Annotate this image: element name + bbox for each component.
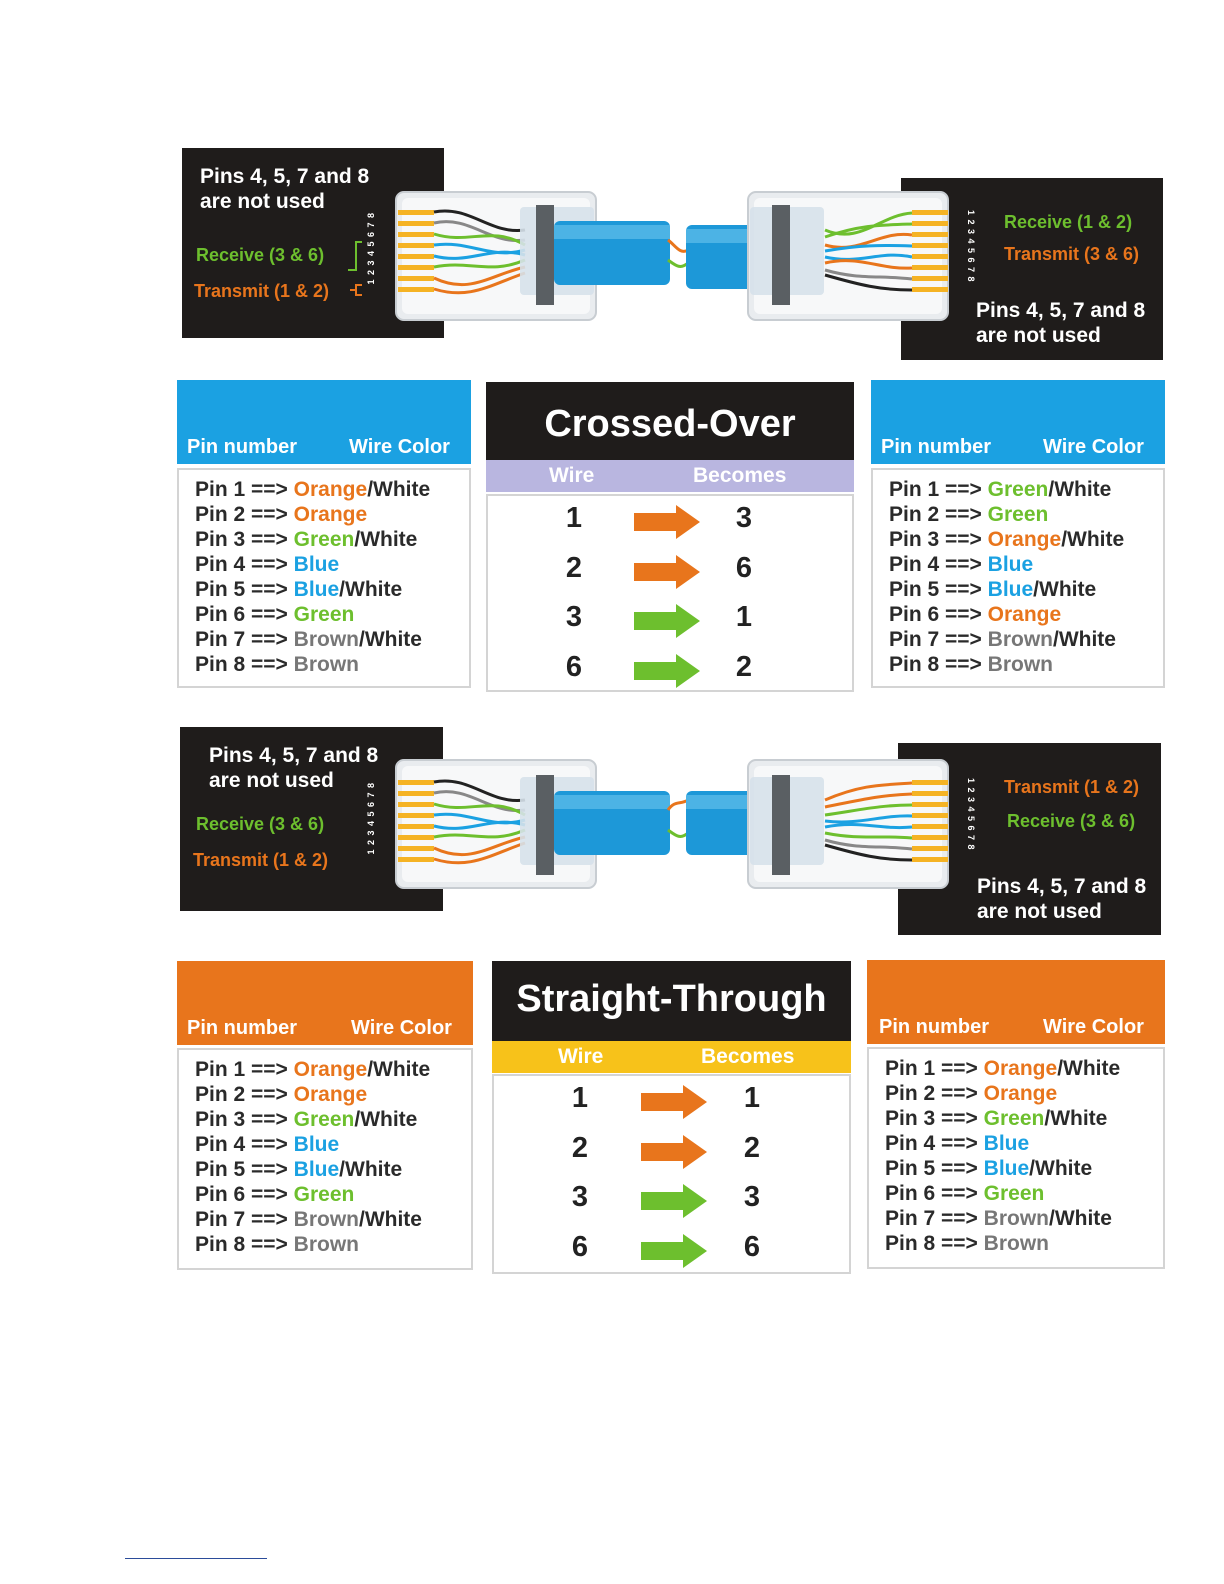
pin-label: Pin 1 ==> xyxy=(195,478,294,501)
wire-color-name: Brown xyxy=(293,1233,359,1256)
column-header-wire: Wire xyxy=(549,464,595,487)
wire-stripe-suffix: /White xyxy=(367,1058,431,1081)
pin-row xyxy=(885,1232,1049,1256)
crossed-left-pin-table xyxy=(177,468,471,688)
straight-title: Straight-Through xyxy=(492,961,851,1041)
wire-color-name: Orange xyxy=(293,1058,368,1081)
wire-stripe-suffix: /White xyxy=(354,1108,418,1131)
arrow-right-icon xyxy=(639,1233,709,1269)
pin-row xyxy=(889,603,1061,627)
pin-label: Pin 2 ==> xyxy=(195,1083,294,1106)
straight-left-receive-label: Receive (3 & 6) xyxy=(196,814,325,834)
wire-stripe-suffix: /White xyxy=(1048,1207,1112,1230)
straight-left-transmit-label: Transmit (1 & 2) xyxy=(193,850,329,870)
wire-becomes-number: 6 xyxy=(735,551,753,584)
wire-color-name: Orange xyxy=(987,528,1062,551)
pin-label: Pin 1 ==> xyxy=(885,1057,984,1080)
straight-right-transmit-label: Transmit (1 & 2) xyxy=(1004,777,1140,797)
pin-label: Pin 7 ==> xyxy=(195,1208,294,1231)
wire-stripe-suffix: /White xyxy=(1057,1057,1121,1080)
pin-row xyxy=(195,1183,354,1207)
wire-color-name: Green xyxy=(293,603,355,626)
column-header-becomes: Becomes xyxy=(701,1045,795,1068)
wire-color-name: Orange xyxy=(983,1082,1058,1105)
pin-label: Pin 4 ==> xyxy=(195,1133,294,1156)
wire-becomes-number: 1 xyxy=(735,601,753,633)
pin-label: Pin 7 ==> xyxy=(889,628,988,651)
straight-cable-drawing xyxy=(340,755,980,895)
pin-label: Pin 1 ==> xyxy=(195,1058,294,1081)
pin-label: Pin 2 ==> xyxy=(885,1082,984,1105)
pin-row xyxy=(889,553,1033,577)
straight-left-pin-table xyxy=(177,1048,473,1270)
straight-right-unused-note: Pins 4, 5, 7 and 8 are not used xyxy=(977,875,1147,923)
wire-color-name: Green xyxy=(983,1107,1045,1130)
crossed-left-receive-label: Receive (3 & 6) xyxy=(196,245,325,265)
pin-label: Pin 3 ==> xyxy=(885,1107,984,1130)
pin-row xyxy=(889,578,1096,602)
wire-color-name: Blue xyxy=(293,1133,340,1156)
pin-row xyxy=(195,503,367,527)
wire-color-name: Orange xyxy=(983,1057,1058,1080)
wire-color-name: Orange xyxy=(293,1083,368,1106)
straight-left-unused-note: Pins 4, 5, 7 and 8 are not used xyxy=(209,744,379,792)
column-header-pin-number: Pin number xyxy=(187,436,298,458)
wire-stripe-suffix: /White xyxy=(358,628,422,651)
pin-label: Pin 6 ==> xyxy=(195,1183,294,1206)
wire-from-number: 1 xyxy=(565,502,583,534)
pin-row xyxy=(195,528,417,552)
pin-row xyxy=(889,478,1111,502)
wire-color-name: Blue xyxy=(293,1158,340,1181)
pin-label: Pin 7 ==> xyxy=(885,1207,984,1230)
crossed-right-pin-table xyxy=(871,468,1165,688)
pin-label: Pin 5 ==> xyxy=(889,578,988,601)
wire-stripe-suffix: /White xyxy=(339,578,403,601)
wire-color-name: Green xyxy=(987,478,1049,501)
crossed-right-unused-note: Pins 4, 5, 7 and 8 are not used xyxy=(976,299,1146,347)
pin-label: Pin 5 ==> xyxy=(195,1158,294,1181)
crossed-title: Crossed-Over xyxy=(486,382,854,460)
column-header-wire-color: Wire Color xyxy=(1043,436,1144,458)
straight-right-pin-numbers: 1 2 3 4 5 6 7 8 xyxy=(966,778,976,851)
wire-becomes-number: 3 xyxy=(743,1181,761,1213)
arrow-right-icon xyxy=(632,504,702,540)
wire-from-number: 3 xyxy=(571,1181,589,1213)
pin-label: Pin 6 ==> xyxy=(885,1182,984,1205)
pin-label: Pin 6 ==> xyxy=(195,603,294,626)
straight-right-table-header xyxy=(867,960,1165,1044)
pin-label: Pin 1 ==> xyxy=(889,478,988,501)
pin-label: Pin 2 ==> xyxy=(889,503,988,526)
pin-row xyxy=(885,1107,1107,1131)
pin-row xyxy=(885,1132,1029,1156)
wire-color-name: Brown xyxy=(293,653,359,676)
wire-color-name: Blue xyxy=(293,553,340,576)
pin-row xyxy=(195,553,339,577)
pin-label: Pin 7 ==> xyxy=(195,628,294,651)
pin-row xyxy=(195,1158,402,1182)
wire-from-number: 6 xyxy=(565,650,583,683)
straight-column-bar xyxy=(492,1041,851,1073)
straight-right-pin-table xyxy=(867,1047,1165,1269)
pin-label: Pin 4 ==> xyxy=(885,1132,984,1155)
arrow-right-icon xyxy=(639,1084,709,1120)
crossed-left-table-header xyxy=(177,380,471,464)
wire-color-name: Green xyxy=(987,503,1049,526)
wire-from-number: 2 xyxy=(571,1131,589,1164)
wire-color-name: Orange xyxy=(293,503,368,526)
crossed-right-pin-numbers: 1 2 3 4 5 6 7 8 xyxy=(966,210,976,283)
wire-color-name: Green xyxy=(293,528,355,551)
column-header-becomes: Becomes xyxy=(693,464,787,487)
wire-stripe-suffix: /White xyxy=(354,528,418,551)
wire-color-name: Brown xyxy=(293,628,359,651)
wire-color-name: Blue xyxy=(293,578,340,601)
wire-color-name: Blue xyxy=(983,1157,1030,1180)
wire-color-name: Green xyxy=(293,1183,355,1206)
straight-right-receive-label: Receive (3 & 6) xyxy=(1007,811,1136,831)
wire-becomes-number: 6 xyxy=(743,1230,761,1263)
wire-from-number: 2 xyxy=(565,551,583,584)
arrow-right-icon xyxy=(632,554,702,590)
wire-stripe-suffix: /White xyxy=(1048,478,1112,501)
wire-color-name: Blue xyxy=(987,553,1034,576)
wire-from-number: 6 xyxy=(571,1230,589,1263)
wire-color-name: Blue xyxy=(983,1132,1030,1155)
arrow-right-icon xyxy=(632,653,702,689)
arrow-right-icon xyxy=(639,1183,709,1219)
wire-stripe-suffix: /White xyxy=(1044,1107,1108,1130)
pin-row xyxy=(885,1082,1057,1106)
pin-row xyxy=(195,1208,422,1232)
pin-label: Pin 3 ==> xyxy=(195,1108,294,1131)
crossed-cable-drawing xyxy=(340,185,980,325)
wire-color-name: Blue xyxy=(987,578,1034,601)
column-header-wire-color: Wire Color xyxy=(349,436,450,458)
wire-color-name: Brown xyxy=(987,653,1053,676)
pin-row xyxy=(885,1207,1112,1231)
wire-stripe-suffix: /White xyxy=(1061,528,1125,551)
crossed-column-bar xyxy=(486,460,854,492)
pin-row xyxy=(889,628,1116,652)
wire-color-name: Brown xyxy=(987,628,1053,651)
wire-stripe-suffix: /White xyxy=(367,478,431,501)
pin-label: Pin 3 ==> xyxy=(889,528,988,551)
crossed-mapping-box xyxy=(486,494,854,692)
straight-mapping-box xyxy=(492,1074,851,1274)
pin-row xyxy=(195,1058,430,1082)
arrow-right-icon xyxy=(632,603,702,639)
wire-becomes-number: 3 xyxy=(735,502,753,534)
arrow-right-icon xyxy=(639,1134,709,1170)
wire-stripe-suffix: /White xyxy=(339,1158,403,1181)
wire-color-name: Brown xyxy=(983,1207,1049,1230)
crossed-left-pin-numbers: 1 2 3 4 5 6 7 8 xyxy=(366,212,376,285)
pin-label: Pin 5 ==> xyxy=(195,578,294,601)
wire-color-name: Brown xyxy=(293,1208,359,1231)
pin-label: Pin 8 ==> xyxy=(195,1233,294,1256)
pin-row xyxy=(195,1233,359,1257)
footer-rule xyxy=(125,1558,267,1559)
pin-row xyxy=(195,1108,417,1132)
pin-label: Pin 8 ==> xyxy=(885,1232,984,1255)
pin-row xyxy=(195,628,422,652)
pin-row xyxy=(195,653,359,677)
wire-color-name: Green xyxy=(293,1108,355,1131)
pin-row xyxy=(885,1057,1120,1081)
column-header-wire-color: Wire Color xyxy=(1043,1016,1144,1038)
wire-becomes-number: 2 xyxy=(735,650,753,683)
crossed-right-receive-label: Receive (1 & 2) xyxy=(1004,212,1133,232)
wire-stripe-suffix: /White xyxy=(358,1208,422,1231)
wire-stripe-suffix: /White xyxy=(1033,578,1097,601)
pin-row xyxy=(885,1182,1044,1206)
pin-row xyxy=(195,478,430,502)
pin-row xyxy=(195,578,402,602)
pin-row xyxy=(195,1083,367,1107)
column-header-pin-number: Pin number xyxy=(187,1017,298,1039)
column-header-wire-color: Wire Color xyxy=(351,1017,452,1039)
pin-label: Pin 6 ==> xyxy=(889,603,988,626)
pin-label: Pin 8 ==> xyxy=(195,653,294,676)
crossed-left-unused-note: Pins 4, 5, 7 and 8 are not used xyxy=(200,165,370,213)
crossed-right-table-header xyxy=(871,380,1165,464)
pin-row xyxy=(195,1133,339,1157)
wire-from-number: 3 xyxy=(565,601,583,633)
column-header-pin-number: Pin number xyxy=(879,1016,990,1038)
wire-becomes-number: 1 xyxy=(743,1082,761,1114)
pin-row xyxy=(195,603,354,627)
pin-label: Pin 2 ==> xyxy=(195,503,294,526)
wire-color-name: Orange xyxy=(987,603,1062,626)
column-header-wire: Wire xyxy=(558,1045,604,1068)
pin-label: Pin 4 ==> xyxy=(195,553,294,576)
crossed-left-transmit-label: Transmit (1 & 2) xyxy=(194,281,330,301)
pin-label: Pin 4 ==> xyxy=(889,553,988,576)
wire-stripe-suffix: /White xyxy=(1029,1157,1093,1180)
wire-stripe-suffix: /White xyxy=(1052,628,1116,651)
wire-from-number: 1 xyxy=(571,1082,589,1114)
column-header-pin-number: Pin number xyxy=(881,436,992,458)
wire-color-name: Brown xyxy=(983,1232,1049,1255)
wire-color-name: Green xyxy=(983,1182,1045,1205)
crossed-right-transmit-label: Transmit (3 & 6) xyxy=(1004,244,1140,264)
wire-becomes-number: 2 xyxy=(743,1131,761,1164)
pin-label: Pin 3 ==> xyxy=(195,528,294,551)
straight-left-table-header xyxy=(177,961,473,1045)
pin-row xyxy=(889,653,1053,677)
straight-left-pin-numbers: 1 2 3 4 5 6 7 8 xyxy=(366,782,376,855)
wire-color-name: Orange xyxy=(293,478,368,501)
pin-row xyxy=(889,528,1124,552)
pin-row xyxy=(885,1157,1092,1181)
pin-label: Pin 8 ==> xyxy=(889,653,988,676)
pin-row xyxy=(889,503,1048,527)
pin-label: Pin 5 ==> xyxy=(885,1157,984,1180)
